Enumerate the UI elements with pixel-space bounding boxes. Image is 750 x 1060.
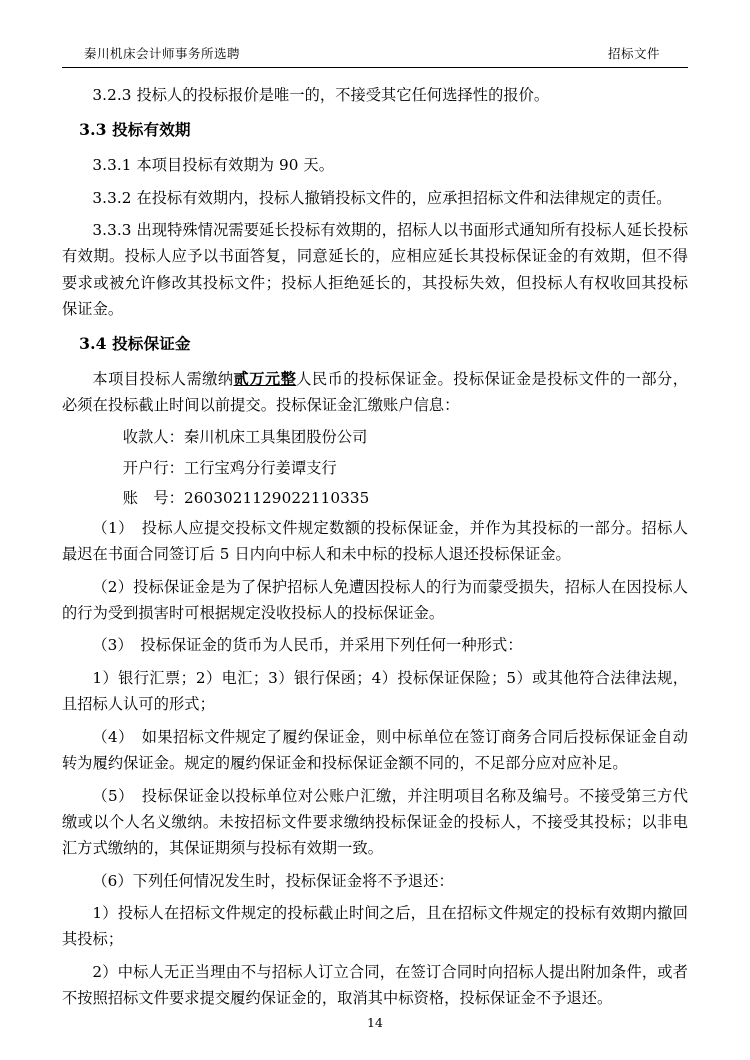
page-number: 14	[367, 1015, 383, 1030]
paragraph-p-6-2: 2）中标人无正当理由不与招标人订立合同，在签订合同时向招标人提出附加条件，或者不按照招标文件要求提交履约保证金的，取消其中标资格，投标保证金不予退还。	[62, 962, 688, 1008]
paragraph-p-3-3-1: 3.3.1 本项目投标有效期为 90 天。	[92, 155, 335, 174]
paragraph-p-4: （4） 如果招标文件规定了履约保证金，则中标单位在签订商务合同后投标保证金自动转为履约保证金。规定的履约保证金和投标保证金额不同的，不足部分应对应补足。	[62, 727, 688, 772]
paragraph-p-6: （6）下列任何情况发生时，投标保证金将不予退还：	[92, 871, 454, 890]
header-left-title: 秦川机床会计师事务所选聘	[84, 46, 241, 61]
paragraph-p-3: （3） 投标保证金的货币为人民币，并采用下列任何一种形式：	[92, 636, 523, 655]
paragraph-p-2: （2）投标保证金是为了保护招标人免遭因投标人的行为而蒙受损失，招标人在因投标人的行为受到损害时可根据规定没收投标人的投标保证金。	[62, 577, 688, 622]
paragraph-p-3-2-3: 3.2.3 投标人的投标报价是唯一的，不接受其它任何选择性的报价。	[92, 86, 550, 104]
text-run: 人民币的投标保证金。投标保证金是投标文件的一部分，必须在投标截止时间以前提交。投标保证金汇缴账户信息：	[62, 369, 689, 414]
paragraph-h-3-3: 3.3 投标有效期	[79, 120, 191, 140]
paragraph-p-payee: 收款人：秦川机床工具集团股份公司	[122, 428, 368, 447]
paragraph-p-3-forms: 1）银行汇票；2）电汇；3）银行保函；4）投标保证保险；5）或其他符合法律法规，且招标人认可的形式；	[62, 669, 688, 714]
paragraph-p-1: （1） 投标人应提交投标文件规定数额的投标保证金，并作为其投标的一部分。招标人最迟在书面合同签订后 5 日内向中标人和未中标的投标人退还投标保证金。	[62, 518, 688, 563]
paragraph-h-3-4: 3.4 投标保证金	[79, 333, 191, 353]
page-header	[62, 44, 688, 68]
emphasis-amount: 贰万元整	[233, 369, 297, 388]
paragraph-p-3-3-3: 3.3.3 出现特殊情况需要延长投标有效期的，招标人以书面形式通知所有投标人延长投标有效期。投标人应予以书面答复，同意延长的，应相应延长其投标保证金的有效期，但不得要求或被允许修改其投标文件；投标人拒绝延长的，其投标失效，但投标人有权收回其投标保证金。	[62, 221, 688, 318]
page-footer	[0, 1015, 750, 1030]
header-right-title: 招标文件	[607, 46, 660, 61]
paragraph-p-5: （5） 投标保证金以投标单位对公账户汇缴，并注明项目名称及编号。不接受第三方代缴或以个人名义缴纳。未按招标文件要求缴纳投标保证金的投标人，不接受其投标；以非电汇方式缴纳的，其保证期须与投标有效期一致。	[62, 786, 688, 857]
paragraph-p-3-3-2: 3.3.2 在投标有效期内，投标人撤销投标文件的，应承担招标文件和法律规定的责任。	[92, 188, 672, 207]
text-run: 本项目投标人需缴纳	[92, 369, 234, 388]
document-body	[62, 82, 688, 1011]
paragraph-p-6-1: 1）投标人在招标文件规定的投标截止时间之后，且在招标文件规定的投标有效期内撤回其投标；	[62, 904, 688, 949]
paragraph-p-bank: 开户行：工行宝鸡分行姜谭支行	[122, 458, 337, 477]
paragraph-p-account: 账 号：2603021129022110335	[122, 488, 370, 507]
paragraph-p-3-4-intro	[62, 366, 688, 418]
